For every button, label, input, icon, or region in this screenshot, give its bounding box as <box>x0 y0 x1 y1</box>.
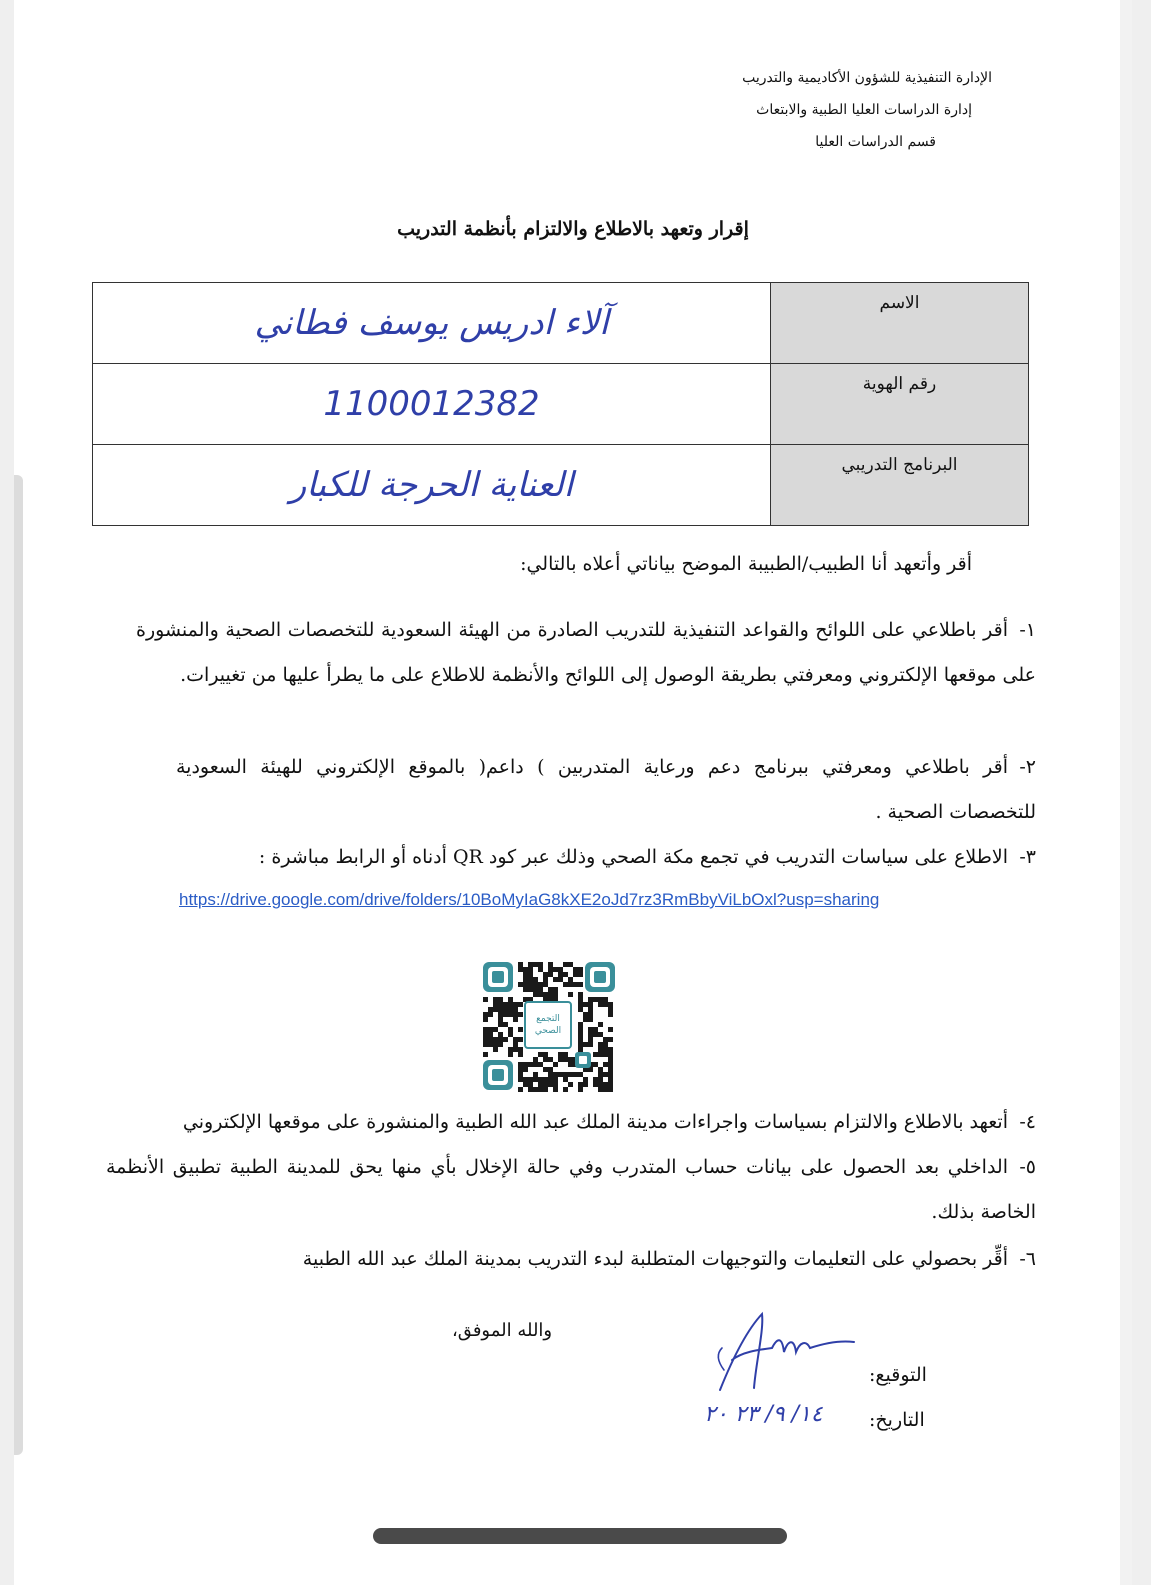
qr-module <box>583 1012 588 1017</box>
home-indicator[interactable] <box>373 1528 787 1544</box>
qr-module <box>578 1037 583 1042</box>
qr-module <box>548 992 553 997</box>
qr-module <box>493 1007 498 1012</box>
qr-module <box>593 997 598 1002</box>
qr-module <box>498 1012 503 1017</box>
qr-module <box>568 982 573 987</box>
item-number: ٣- <box>1019 846 1036 868</box>
program-label: البرنامج التدريبي <box>771 445 1029 526</box>
qr-module <box>518 1027 523 1032</box>
qr-module <box>608 1037 613 1042</box>
qr-module <box>508 997 513 1002</box>
qr-module <box>603 1072 608 1077</box>
qr-module <box>568 1057 573 1062</box>
qr-module <box>488 1027 493 1032</box>
qr-module <box>598 1042 603 1047</box>
qr-module <box>533 987 538 992</box>
qr-module <box>603 1037 608 1042</box>
qr-module <box>578 1027 583 1032</box>
qr-module <box>518 982 523 987</box>
qr-module <box>588 1027 593 1032</box>
qr-module <box>538 1082 543 1087</box>
qr-module <box>513 1042 518 1047</box>
qr-module <box>573 982 578 987</box>
qr-module <box>508 1002 513 1007</box>
qr-module <box>483 1012 488 1017</box>
qr-module <box>568 1082 573 1087</box>
qr-module <box>598 1072 603 1077</box>
qr-module <box>523 1082 528 1087</box>
qr-module <box>498 997 503 1002</box>
qr-module <box>528 962 533 967</box>
qr-module <box>553 967 558 972</box>
qr-module <box>558 972 563 977</box>
qr-module <box>543 1087 548 1092</box>
qr-module <box>503 1002 508 1007</box>
program-value: العناية الحرجة للكبار <box>93 445 771 526</box>
qr-module <box>548 1082 553 1087</box>
qr-module <box>508 1007 513 1012</box>
qr-module <box>488 1042 493 1047</box>
qr-module <box>548 1077 553 1082</box>
qr-module <box>553 977 558 982</box>
qr-module <box>508 1047 513 1052</box>
qr-module <box>588 1032 593 1037</box>
qr-module <box>483 1017 488 1022</box>
qr-module <box>598 1082 603 1087</box>
qr-module <box>608 1062 613 1067</box>
qr-module <box>483 1032 488 1037</box>
qr-module <box>603 1082 608 1087</box>
qr-module <box>548 967 553 972</box>
list-item <box>106 1145 1036 1235</box>
qr-module <box>523 1077 528 1082</box>
qr-module <box>498 1042 503 1047</box>
item-text: الاطلاع على سياسات التدريب في تجمع مكة الصحي وذلك عبر كود QR أدناه أو الرابط مباشرة : <box>258 846 1008 868</box>
qr-module <box>493 1042 498 1047</box>
info-table <box>92 282 1029 526</box>
name-value: آلاء ادريس يوسف فطاني <box>93 283 771 364</box>
document-page <box>14 0 1132 1585</box>
qr-module <box>578 982 583 987</box>
qr-module <box>543 972 548 977</box>
qr-module <box>583 1017 588 1022</box>
qr-module <box>598 1052 603 1057</box>
qr-module <box>568 992 573 997</box>
qr-module <box>553 1072 558 1077</box>
qr-module <box>563 1087 568 1092</box>
qr-module <box>513 1037 518 1042</box>
qr-module <box>498 1002 503 1007</box>
qr-module <box>543 1057 548 1062</box>
qr-module <box>563 962 568 967</box>
qr-module <box>608 1052 613 1057</box>
qr-code[interactable] <box>481 958 617 1094</box>
qr-module <box>483 1052 488 1057</box>
qr-module <box>588 1012 593 1017</box>
qr-finder-bottom-left <box>483 1060 513 1090</box>
qr-module <box>608 1047 613 1052</box>
qr-module <box>533 1057 538 1062</box>
qr-module <box>528 987 533 992</box>
qr-module <box>538 992 543 997</box>
signature-label: التوقيع: <box>869 1364 927 1386</box>
qr-module <box>508 1027 513 1032</box>
qr-module <box>498 1017 503 1022</box>
qr-alignment <box>575 1052 591 1068</box>
document-title: إقرار وتعهد بالاطلاع والالتزام بأنظمة التدريب <box>397 218 749 240</box>
qr-module <box>558 1057 563 1062</box>
table-row <box>93 364 1029 445</box>
qr-module <box>533 1087 538 1092</box>
qr-module <box>598 1067 603 1072</box>
qr-module <box>518 1002 523 1007</box>
qr-module <box>488 1007 493 1012</box>
header-line-2: إدارة الدراسات العليا الطبية والابتعاث <box>756 102 972 118</box>
qr-module <box>508 1032 513 1037</box>
qr-module <box>573 972 578 977</box>
qr-module <box>553 1087 558 1092</box>
qr-module <box>573 1072 578 1077</box>
qr-module <box>488 1012 493 1017</box>
header-line-3: قسم الدراسات العليا <box>815 134 936 150</box>
qr-module <box>608 1007 613 1012</box>
qr-module <box>498 1037 503 1042</box>
qr-module <box>538 1052 543 1057</box>
qr-module <box>578 1082 583 1087</box>
qr-module <box>513 1002 518 1007</box>
list-item <box>136 835 1036 880</box>
qr-module <box>483 1037 488 1042</box>
qr-module <box>518 1052 523 1057</box>
item-number: ١- <box>1019 619 1036 641</box>
qr-module <box>518 967 523 972</box>
qr-module <box>538 967 543 972</box>
qr-module <box>543 1082 548 1087</box>
qr-module <box>578 1047 583 1052</box>
qr-module <box>548 1057 553 1062</box>
qr-module <box>603 1042 608 1047</box>
qr-module <box>563 1057 568 1062</box>
qr-module <box>523 967 528 972</box>
qr-module <box>543 1052 548 1057</box>
qr-module <box>518 1077 523 1082</box>
qr-module <box>543 992 548 997</box>
qr-module <box>588 1002 593 1007</box>
qr-module <box>578 1032 583 1037</box>
qr-module <box>498 1007 503 1012</box>
qr-module <box>593 1052 598 1057</box>
qr-module <box>608 1082 613 1087</box>
qr-module <box>588 1017 593 1022</box>
qr-module <box>573 967 578 972</box>
qr-module <box>483 1027 488 1032</box>
qr-module <box>503 1012 508 1017</box>
name-label: الاسم <box>771 283 1029 364</box>
qr-module <box>523 1062 528 1067</box>
qr-module <box>533 992 538 997</box>
qr-module <box>568 1072 573 1077</box>
qr-module <box>538 982 543 987</box>
qr-module <box>498 1022 503 1027</box>
qr-module <box>538 1087 543 1092</box>
qr-module <box>598 1077 603 1082</box>
qr-module <box>578 1022 583 1027</box>
qr-module <box>548 1072 553 1077</box>
qr-module <box>603 1052 608 1057</box>
qr-module <box>543 1077 548 1082</box>
qr-module <box>538 962 543 967</box>
qr-module <box>498 1032 503 1037</box>
qr-module <box>588 1042 593 1047</box>
qr-module <box>598 1087 603 1092</box>
qr-module <box>588 997 593 1002</box>
qr-module <box>608 1012 613 1017</box>
qr-module <box>493 1047 498 1052</box>
qr-module <box>493 1002 498 1007</box>
letterhead <box>742 62 992 158</box>
header-line-1: الإدارة التنفيذية للشؤون الأكاديمية والتدريب <box>742 70 992 86</box>
qr-module <box>608 1077 613 1082</box>
qr-module <box>523 972 528 977</box>
id-value: 1100012382 <box>93 364 771 445</box>
item-number: ٤- <box>1019 1111 1036 1133</box>
qr-module <box>593 1027 598 1032</box>
qr-module <box>513 1047 518 1052</box>
table-row <box>93 283 1029 364</box>
qr-module <box>578 1007 583 1012</box>
qr-module <box>543 982 548 987</box>
qr-module <box>608 1072 613 1077</box>
qr-module <box>558 977 563 982</box>
qr-module <box>608 1057 613 1062</box>
qr-module <box>528 972 533 977</box>
qr-module <box>518 1072 523 1077</box>
qr-module <box>578 1002 583 1007</box>
qr-module <box>528 967 533 972</box>
qr-module <box>538 987 543 992</box>
qr-module <box>508 1012 513 1017</box>
qr-module <box>603 1062 608 1067</box>
list-item <box>176 745 1036 835</box>
qr-module <box>583 1002 588 1007</box>
qr-module <box>578 1087 583 1092</box>
qr-module <box>523 982 528 987</box>
qr-module <box>558 967 563 972</box>
item-text: الداخلي بعد الحصول على بيانات حساب المتدرب وفي حالة الإخلال بأي منها يحق للمدينة الطبية تطبيق الأنظمة الخاصة بذلك. <box>106 1156 1036 1223</box>
item-text: أقِّر بحصولي على التعليمات والتوجيهات المتطلبة لبدء التدريب بمدينة الملك عبد الله الطبية <box>302 1248 1008 1270</box>
qr-module <box>493 1027 498 1032</box>
item-text: أتعهد بالاطلاع والالتزام بسياسات واجراءات مدينة الملك عبد الله الطبية والمنشورة على موقعها الإلكتروني <box>182 1111 1008 1133</box>
qr-module <box>488 1032 493 1037</box>
qr-module <box>593 1077 598 1082</box>
intro-statement: أقر وأتعهد أنا الطبيب/الطبيبة الموضح بياناتي أعلاه بالتالي: <box>520 553 972 575</box>
qr-module <box>563 982 568 987</box>
closing-phrase: والله الموفق، <box>452 1320 553 1341</box>
qr-module <box>563 1072 568 1077</box>
qr-module <box>518 1067 523 1072</box>
qr-module <box>553 1077 558 1082</box>
qr-module <box>503 1037 508 1042</box>
qr-module <box>503 1022 508 1027</box>
qr-module <box>488 1037 493 1042</box>
qr-module <box>568 962 573 967</box>
date-label: التاريخ: <box>869 1409 925 1431</box>
qr-module <box>543 977 548 982</box>
qr-module <box>608 1027 613 1032</box>
qr-module <box>533 1072 538 1077</box>
qr-module <box>583 1082 588 1087</box>
qr-logo-line-2: الصحي <box>534 1026 562 1036</box>
left-edge-handle[interactable] <box>14 475 23 1455</box>
qr-module <box>608 1087 613 1092</box>
qr-module <box>578 997 583 1002</box>
qr-module <box>578 992 583 997</box>
qr-module <box>548 972 553 977</box>
item-number: ٢- <box>1019 756 1036 778</box>
qr-center-logo <box>525 1002 571 1048</box>
qr-module <box>543 1067 548 1072</box>
qr-module <box>578 1072 583 1077</box>
qr-module <box>508 1052 513 1057</box>
policies-link[interactable]: https://drive.google.com/drive/folders/10BoMyIaG8kXE2oJd7rz3RmBbyViLbOxl?usp=sharing <box>179 890 880 909</box>
qr-module <box>588 1007 593 1012</box>
qr-module <box>553 992 558 997</box>
list-item <box>136 1237 1036 1282</box>
qr-module <box>518 962 523 967</box>
qr-module <box>578 967 583 972</box>
qr-module <box>568 977 573 982</box>
item-text: أقر باطلاعي على اللوائح والقواعد التنفيذية للتدريب الصادرة من الهيئة السعودية للتخصصات الصحية والمنشورة على موقعها الإلكتروني ومعرفتي بطريقة الوصول إلى اللوائح والأنظمة للاطلاع على ما يطرأ عليها من تغييرات. <box>136 619 1036 686</box>
qr-module <box>553 987 558 992</box>
qr-module <box>533 962 538 967</box>
qr-module <box>528 1077 533 1082</box>
qr-module <box>608 1067 613 1072</box>
qr-module <box>558 1072 563 1077</box>
qr-finder-top-left <box>483 962 513 992</box>
qr-module <box>563 1052 568 1057</box>
qr-module <box>523 1067 528 1072</box>
qr-module <box>593 1082 598 1087</box>
id-label: رقم الهوية <box>771 364 1029 445</box>
qr-module <box>598 1047 603 1052</box>
qr-module <box>563 1077 568 1082</box>
qr-module <box>518 1037 523 1042</box>
qr-module <box>528 1082 533 1087</box>
qr-module <box>608 1002 613 1007</box>
qr-module <box>493 1037 498 1042</box>
qr-module <box>578 1042 583 1047</box>
qr-module <box>533 1062 538 1067</box>
qr-module <box>548 962 553 967</box>
qr-module <box>603 997 608 1002</box>
qr-module <box>528 977 533 982</box>
qr-module <box>533 1077 538 1082</box>
qr-module <box>548 1067 553 1072</box>
qr-module <box>483 997 488 1002</box>
table-row <box>93 445 1029 526</box>
qr-module <box>518 1062 523 1067</box>
list-item <box>136 608 1036 698</box>
list-item <box>56 1100 1036 1145</box>
qr-module <box>593 1032 598 1037</box>
qr-module <box>528 1087 533 1092</box>
qr-module <box>598 1022 603 1027</box>
qr-module <box>603 1087 608 1092</box>
qr-module <box>598 997 603 1002</box>
qr-module <box>518 1047 523 1052</box>
qr-finder-top-right <box>585 962 615 992</box>
qr-module <box>538 1077 543 1082</box>
qr-module <box>558 1052 563 1057</box>
qr-module <box>598 1002 603 1007</box>
qr-module <box>533 982 538 987</box>
signature-image <box>702 1300 862 1400</box>
qr-module <box>523 987 528 992</box>
qr-module <box>538 1062 543 1067</box>
qr-module <box>518 1012 523 1017</box>
qr-logo-line-1: التجمع <box>536 1014 560 1024</box>
item-number: ٦- <box>1019 1248 1036 1270</box>
qr-module <box>583 1042 588 1047</box>
qr-module <box>513 1012 518 1017</box>
qr-module <box>593 1062 598 1067</box>
item-number: ٥- <box>1019 1156 1036 1178</box>
qr-module <box>603 1002 608 1007</box>
qr-module <box>603 1047 608 1052</box>
item-text: أقر باطلاعي ومعرفتي ببرنامج دعم ورعاية المتدربين ) داعم( بالموقع الإلكتروني للهيئة السعودية للتخصصات الصحية . <box>176 756 1036 823</box>
qr-module <box>513 1017 518 1022</box>
qr-module <box>503 1007 508 1012</box>
qr-module <box>483 1042 488 1047</box>
qr-module <box>598 1032 603 1037</box>
qr-module <box>518 1087 523 1092</box>
qr-module <box>523 977 528 982</box>
qr-module <box>493 997 498 1002</box>
qr-module <box>563 972 568 977</box>
qr-module <box>583 1077 588 1082</box>
qr-module <box>548 987 553 992</box>
qr-module <box>588 1037 593 1042</box>
qr-module <box>533 977 538 982</box>
qr-module <box>553 1082 558 1087</box>
qr-module <box>528 982 533 987</box>
qr-module <box>528 1062 533 1067</box>
qr-module <box>513 1007 518 1012</box>
date-value: ١٤/ ٩/ ٢٣ ٢٠ <box>704 1402 823 1427</box>
qr-module <box>553 1062 558 1067</box>
qr-module <box>578 972 583 977</box>
qr-module <box>568 1062 573 1067</box>
